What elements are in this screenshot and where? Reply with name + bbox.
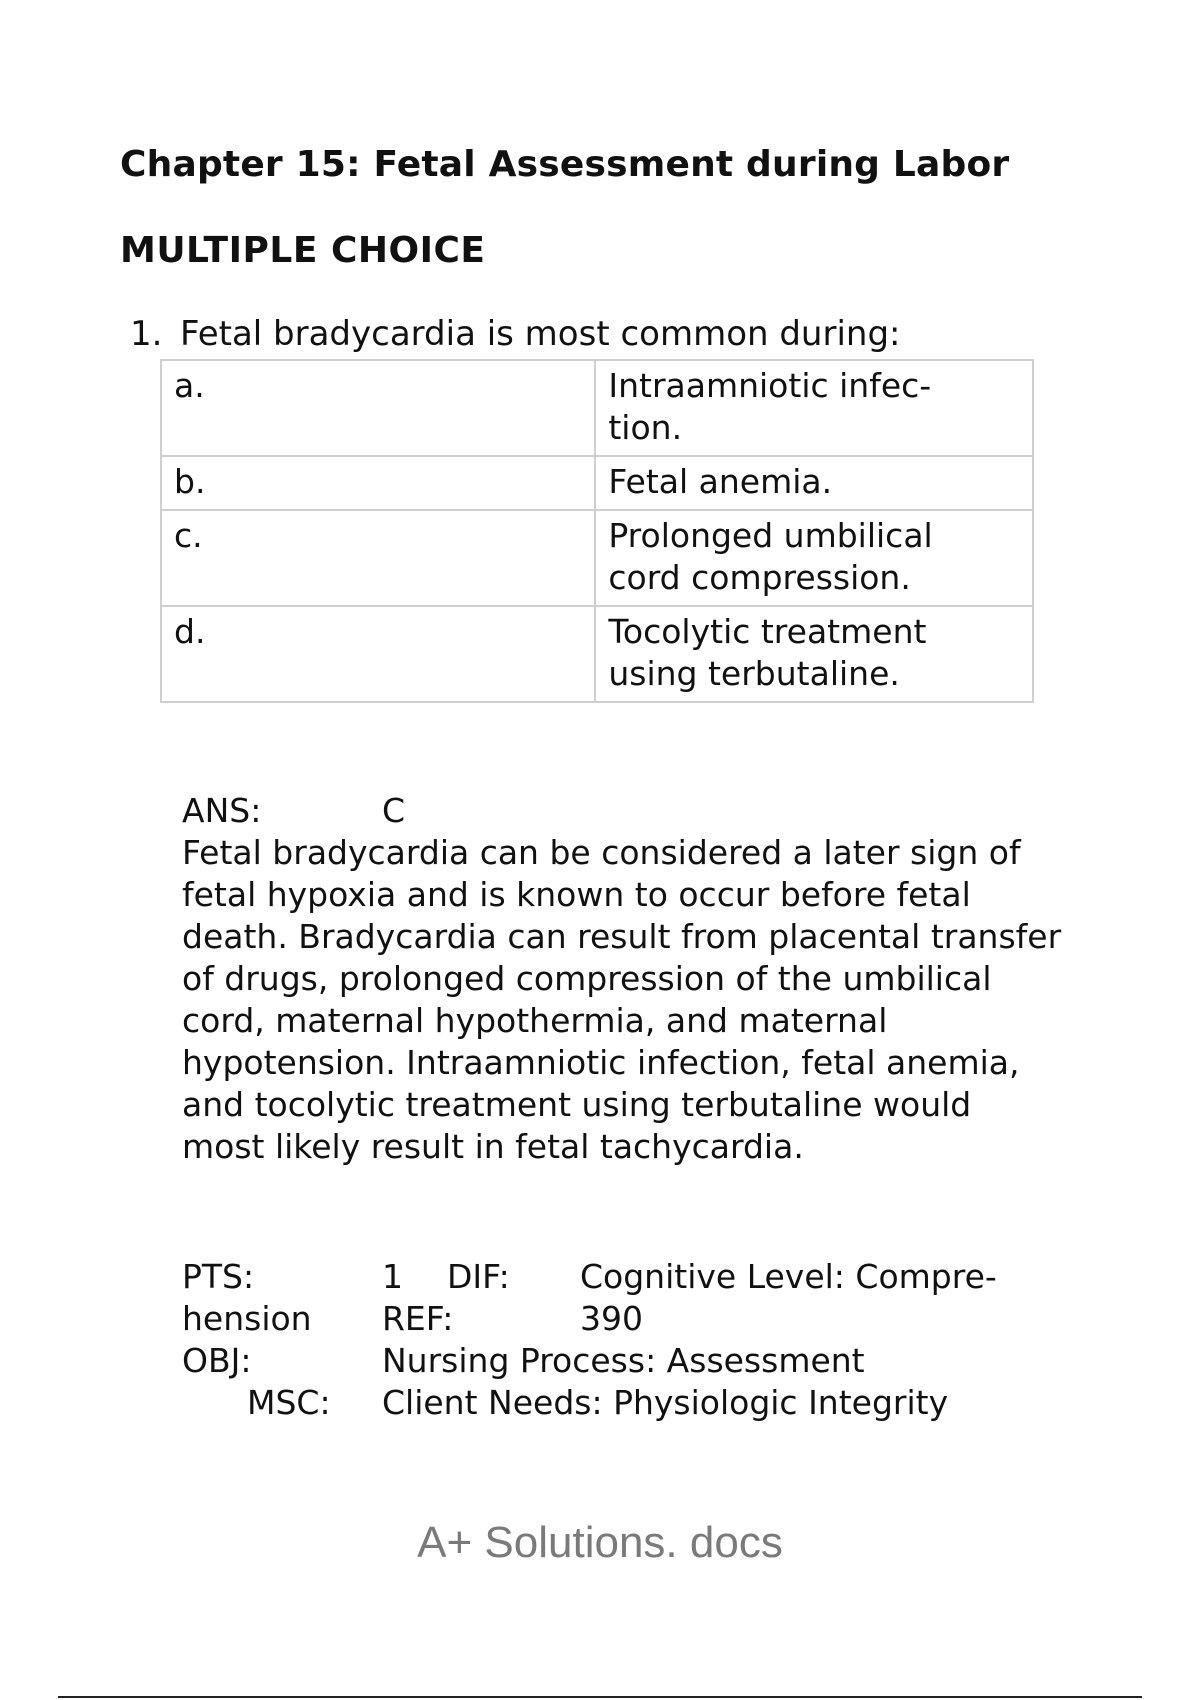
pts-label: PTS: [182, 1257, 255, 1296]
obj-label: OBJ: [182, 1341, 252, 1380]
option-text-content: Tocolytic treatment using terbutaline. [608, 612, 927, 693]
question-number: 1. [130, 314, 163, 354]
ref-value: 390 [580, 1299, 643, 1338]
ref-label: REF: [382, 1299, 454, 1338]
chapter-title: Chapter 15: Fetal Assessment during Labor [120, 144, 1010, 185]
option-text [595, 510, 1033, 606]
answer-value: C [382, 791, 406, 830]
meta-row [182, 1256, 1062, 1298]
option-text-content: Intraamniotic infec- tion. [608, 366, 932, 447]
option-text [595, 606, 1033, 702]
answer-rationale: Fetal bradycardia can be considered a later sign of fetal hypoxia and is known to occur before fetal death. Bradycardia can result from placental transfer of drugs, prolonged compression of the umbilical cord, maternal hypothermia, and maternal hypotension. Intraamniotic infection, fetal anemia, and tocolytic treatment using terbutaline would most likely result in fetal tachycardia. [182, 833, 1062, 1166]
meta-row [182, 1382, 1062, 1424]
option-row [161, 360, 1033, 456]
option-text [595, 456, 1033, 510]
option-row [161, 510, 1033, 606]
page-divider [58, 1696, 1142, 1698]
obj-value: Nursing Process: Assessment [382, 1341, 865, 1380]
option-letter: d. [161, 606, 595, 702]
watermark: A+ Solutions. docs [417, 1518, 783, 1567]
option-text [595, 360, 1033, 456]
pts-value: 1 [382, 1257, 403, 1296]
option-row [161, 456, 1033, 510]
msc-value: Client Needs: Physiologic Integrity [382, 1383, 949, 1422]
section-title: MULTIPLE CHOICE [120, 230, 486, 271]
dif-value: Cognitive Level: Compre- [580, 1257, 997, 1296]
option-letter: c. [161, 510, 595, 606]
option-letter: a. [161, 360, 595, 456]
msc-label: MSC: [247, 1383, 331, 1422]
answer-line [182, 790, 1062, 832]
options-table [160, 359, 1034, 703]
option-text-content: Fetal anemia. [608, 462, 833, 501]
dif-label: DIF: [447, 1257, 510, 1296]
meta-row [182, 1340, 1062, 1382]
option-row [161, 606, 1033, 702]
meta-row [182, 1298, 1062, 1340]
option-text-content: Prolonged umbilical cord compression. [608, 516, 933, 597]
question-text: Fetal bradycardia is most common during: [180, 314, 901, 354]
answer-label: ANS: [182, 791, 262, 830]
dif-value-continued: hension [182, 1299, 312, 1338]
option-letter: b. [161, 456, 595, 510]
question [130, 314, 901, 354]
question-metadata [182, 1256, 1062, 1424]
answer-block [182, 790, 1062, 1168]
